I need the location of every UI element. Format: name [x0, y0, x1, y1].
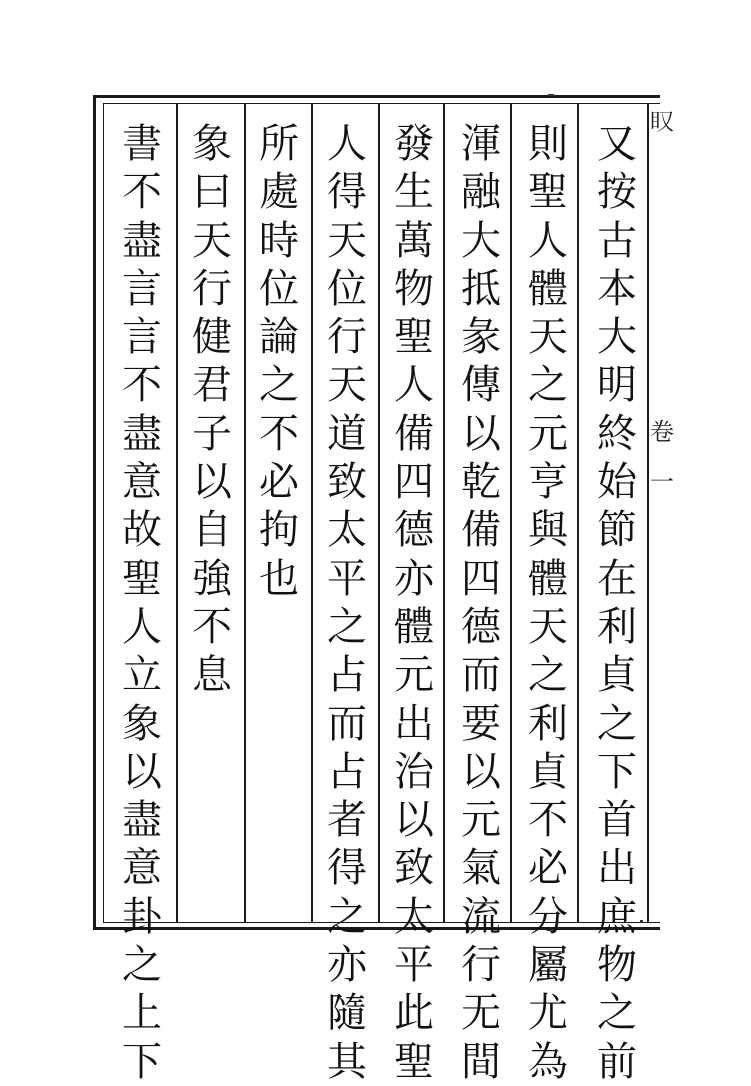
text-char: 天 — [192, 217, 232, 264]
text-char: 始 — [597, 459, 637, 506]
text-char: 處 — [259, 169, 299, 216]
text-char: 之 — [259, 362, 299, 409]
text-char: 言 — [122, 314, 162, 361]
text-char: 而 — [461, 652, 501, 699]
text-char: 終 — [597, 410, 637, 457]
text-char: 德 — [394, 507, 434, 554]
text-char: 節 — [597, 507, 637, 554]
text-char: 傳 — [461, 362, 501, 409]
margin-tab-char: 𥃫 — [650, 108, 674, 136]
text-char: 聖 — [528, 169, 568, 216]
text-char: 元 — [461, 797, 501, 844]
margin-tab-char: 卷 — [650, 418, 674, 446]
text-char: 太 — [327, 507, 367, 554]
text-char: 太 — [394, 893, 434, 940]
text-char: 氣 — [461, 845, 501, 892]
text-char: 者 — [327, 797, 367, 844]
text-char: 盡 — [122, 410, 162, 457]
text-char: 書 — [122, 121, 162, 167]
text-char: 盡 — [122, 217, 162, 264]
text-char: 之 — [327, 893, 367, 940]
column-rule — [378, 103, 380, 923]
text-char: 流 — [461, 893, 501, 940]
text-char: 要 — [461, 700, 501, 747]
text-char: 體 — [394, 603, 434, 650]
column-rule — [311, 103, 313, 923]
text-char: 聖 — [394, 1038, 434, 1085]
text-char: 備 — [461, 507, 501, 554]
text-char: 不 — [259, 410, 299, 457]
text-char: 意 — [122, 459, 162, 506]
text-char: 大 — [461, 217, 501, 264]
text-char: 人 — [327, 121, 367, 167]
text-char: 古 — [597, 217, 637, 264]
text-char: 德 — [461, 603, 501, 650]
text-char: 大 — [597, 314, 637, 361]
text-char: 明 — [597, 362, 637, 409]
margin-tab-char: 一 — [650, 468, 674, 496]
text-column-1 — [588, 120, 646, 1085]
text-char: 貞 — [597, 652, 637, 699]
text-char: 意 — [122, 845, 162, 892]
text-char: 備 — [394, 410, 434, 457]
text-char: 天 — [327, 217, 367, 264]
text-char: 之 — [597, 700, 637, 747]
text-char: 行 — [192, 265, 232, 312]
text-char: 乾 — [461, 459, 501, 506]
text-char: 人 — [528, 217, 568, 264]
text-char: 不 — [122, 169, 162, 216]
text-char: 息 — [192, 652, 232, 699]
text-char: 按 — [597, 169, 637, 216]
text-char: 生 — [394, 169, 434, 216]
text-char: 與 — [528, 507, 568, 554]
text-column-4 — [385, 120, 443, 1085]
text-char: 體 — [528, 265, 568, 312]
text-char: 得 — [327, 169, 367, 216]
text-char: 象 — [122, 700, 162, 747]
text-char: 得 — [327, 845, 367, 892]
text-char: 以 — [394, 797, 434, 844]
text-char: 屬 — [528, 942, 568, 989]
text-char: 拘 — [259, 507, 299, 554]
text-char: 无 — [461, 990, 501, 1037]
text-char: 以 — [122, 748, 162, 795]
column-rule — [176, 103, 178, 923]
text-char: 時 — [259, 217, 299, 264]
text-column-8 — [113, 120, 171, 1085]
text-char: 為 — [528, 1038, 568, 1085]
text-char: 位 — [327, 265, 367, 312]
text-char: 本 — [597, 265, 637, 312]
text-char: 下 — [122, 1038, 162, 1085]
text-char: 抵 — [461, 265, 501, 312]
text-char: 尤 — [528, 990, 568, 1037]
text-char: 發 — [394, 121, 434, 167]
text-char: 論 — [259, 314, 299, 361]
text-char: 下 — [597, 748, 637, 795]
text-char: 自 — [192, 507, 232, 554]
text-char: 物 — [597, 942, 637, 989]
text-char: 故 — [122, 507, 162, 554]
text-char: 治 — [394, 748, 434, 795]
text-char: 致 — [327, 459, 367, 506]
text-char: 亨 — [528, 459, 568, 506]
text-char: 以 — [192, 459, 232, 506]
text-char: 庶 — [597, 893, 637, 940]
text-char: 平 — [327, 555, 367, 602]
text-char: 象 — [192, 121, 232, 167]
text-char: 體 — [528, 555, 568, 602]
text-char: 則 — [528, 121, 568, 167]
text-char: 平 — [394, 942, 434, 989]
text-char: 曰 — [192, 169, 232, 216]
text-char: 利 — [597, 603, 637, 650]
text-char: 四 — [461, 555, 501, 602]
text-char: 位 — [259, 265, 299, 312]
text-char: 占 — [327, 652, 367, 699]
text-char: 不 — [528, 797, 568, 844]
text-column-2 — [519, 120, 577, 1085]
text-char: 間 — [461, 1038, 501, 1085]
text-char: 以 — [461, 410, 501, 457]
text-char: 此 — [394, 990, 434, 1037]
text-char: 也 — [259, 555, 299, 602]
text-char: 行 — [327, 314, 367, 361]
text-column-5 — [318, 120, 376, 1085]
text-char: 強 — [192, 555, 232, 602]
text-char: 元 — [528, 410, 568, 457]
text-char: 天 — [528, 603, 568, 650]
text-char: 渾 — [461, 121, 501, 167]
text-char: 上 — [122, 990, 162, 1037]
text-char: 亦 — [327, 942, 367, 989]
text-char: 彖 — [461, 314, 501, 361]
text-char: 盡 — [122, 797, 162, 844]
text-char: 子 — [192, 410, 232, 457]
text-char: 人 — [394, 362, 434, 409]
text-char: 道 — [327, 410, 367, 457]
text-char: 萬 — [394, 217, 434, 264]
text-char: 利 — [528, 700, 568, 747]
text-char: 元 — [394, 652, 434, 699]
text-char: 貞 — [528, 748, 568, 795]
column-rule — [577, 103, 579, 923]
column-rule — [244, 103, 246, 923]
text-char: 天 — [327, 362, 367, 409]
text-char: 占 — [327, 748, 367, 795]
text-char: 隨 — [327, 990, 367, 1037]
text-char: 融 — [461, 169, 501, 216]
text-char: 所 — [259, 121, 299, 167]
text-char: 必 — [528, 845, 568, 892]
text-char: 致 — [394, 845, 434, 892]
text-column-7 — [183, 120, 241, 910]
text-char: 其 — [327, 1038, 367, 1085]
text-char: 之 — [528, 362, 568, 409]
text-char: 物 — [394, 265, 434, 312]
text-char: 健 — [192, 314, 232, 361]
text-char: 亦 — [394, 555, 434, 602]
column-rule — [443, 103, 445, 923]
text-column-3 — [452, 120, 510, 1085]
text-char: 不 — [122, 362, 162, 409]
text-char: 分 — [528, 893, 568, 940]
text-char: 天 — [528, 314, 568, 361]
text-char: 前 — [597, 1038, 637, 1085]
text-char: 不 — [192, 603, 232, 650]
text-char: 之 — [528, 652, 568, 699]
text-char: 聖 — [394, 314, 434, 361]
text-char: 出 — [597, 845, 637, 892]
text-char: 人 — [122, 603, 162, 650]
text-char: 卦 — [122, 893, 162, 940]
text-char: 以 — [461, 748, 501, 795]
text-char: 又 — [597, 121, 637, 167]
text-char: 聖 — [122, 555, 162, 602]
text-char: 之 — [122, 942, 162, 989]
margin-tab-line — [647, 103, 649, 923]
text-char: 言 — [122, 265, 162, 312]
text-char: 在 — [597, 555, 637, 602]
text-char: 之 — [327, 603, 367, 650]
text-char: 行 — [461, 942, 501, 989]
column-rule — [510, 103, 512, 923]
text-char: 君 — [192, 362, 232, 409]
text-char: 而 — [327, 700, 367, 747]
text-char: 四 — [394, 459, 434, 506]
text-char: 出 — [394, 700, 434, 747]
text-char: 首 — [597, 797, 637, 844]
ink-speck — [548, 94, 554, 96]
text-char: 必 — [259, 459, 299, 506]
text-column-6 — [250, 120, 308, 910]
text-char: 之 — [597, 990, 637, 1037]
text-char: 立 — [122, 652, 162, 699]
ink-speck — [640, 920, 643, 923]
